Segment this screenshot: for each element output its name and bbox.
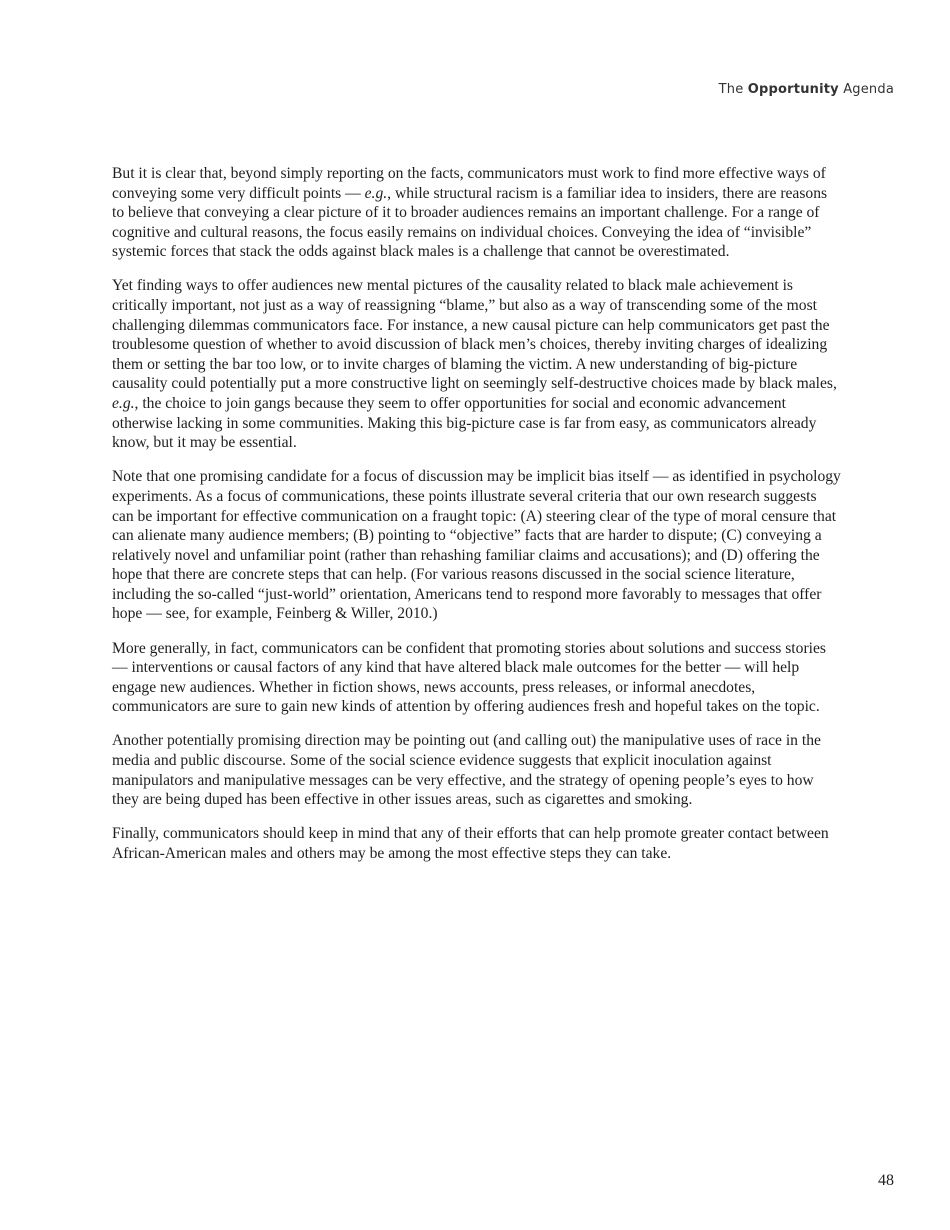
paragraph-1: But it is clear that, beyond simply reporting on the facts, communicators must work to find more effective ways of conveying some very difficult points — e.g., while structural racism is a familiar idea to insiders, there are reasons to believe that conveying a clear picture of it to broader audiences remains an important challenge. For a range of cognitive and cultural reasons, the focus easily remains on individual choices. Conveying the idea of “invisible” systemic forces that stack the odds against black males is a challenge that cannot be overestimated.	[112, 165, 828, 261]
emphasis-eg: e.g.	[112, 395, 135, 413]
header-bold-word: Opportunity	[747, 82, 839, 97]
running-header	[719, 82, 894, 97]
paragraph-2: Yet finding ways to offer audiences new mental pictures of the causality related to black male achievement is critically important, not just as a way of reassigning “blame,” but also as a way of transcending some of the most challenging dilemmas communicators face. For instance, a new causal picture can help communicators get past the troublesome question of whether to avoid discussion of black men’s choices, thereby inviting charges of idealizing them or setting the bar too low, or to invite charges of blaming the victim. A new understanding of big-picture causality could potentially put a more constructive light on seemingly self-destructive choices made by black males, e.g., the choice to join gangs because they seem to offer opportunities for social and economic advancement otherwise lacking in some communities. Making this big-picture case is far from easy, as communicators already know, but it may be essential.	[112, 277, 837, 452]
header-pre: The	[718, 82, 748, 97]
paragraph-5: Another potentially promising direction may be pointing out (and calling out) the manipulative uses of race in the media and public discourse. Some of the social science evidence suggests that explicit inoculation against manipulators and manipulative messages can be very effective, and the strategy of opening people’s eyes to how they are being duped has been effective in other issues areas, such as cigarettes and smoking.	[112, 732, 821, 809]
paragraph-4: More generally, in fact, communicators can be confident that promoting stories about solutions and success stories — interventions or causal factors of any kind that have altered black male outcomes for the better — will help engage new audiences. Whether in fiction shows, news accounts, press releases, or informal anecdotes, communicators are sure to gain new kinds of attention by offering audiences fresh and hopeful takes on the topic.	[112, 639, 826, 716]
body-text	[112, 164, 842, 878]
emphasis-eg: e.g.	[364, 184, 388, 202]
page-number: 48	[878, 1172, 894, 1189]
header-post: Agenda	[838, 82, 894, 97]
paragraph-6: Finally, communicators should keep in mind that any of their efforts that can help promote greater contact between African-American males and others may be among the most effective steps they can take.	[112, 825, 829, 862]
paragraph-3: Note that one promising candidate for a focus of discussion may be implicit bias itself — as identified in psychology experiments. As a focus of communications, these points illustrate several criteria that our own research suggests can be important for effective communication on a fraught topic: (A) steering clear of the type of moral censure that can alienate many audience members; (B) pointing to “objective” facts that are harder to dispute; (C) conveying a relatively novel and unfamiliar point (rather than rehashing familiar claims and accusations); and (D) offering the hope that there are concrete steps that can help. (For various reasons discussed in the social science literature, including the so-called “just-world” orientation, Americans tend to respond more favorably to messages that offer hope — see, for example, Feinberg & Willer, 2010.)	[112, 468, 841, 623]
